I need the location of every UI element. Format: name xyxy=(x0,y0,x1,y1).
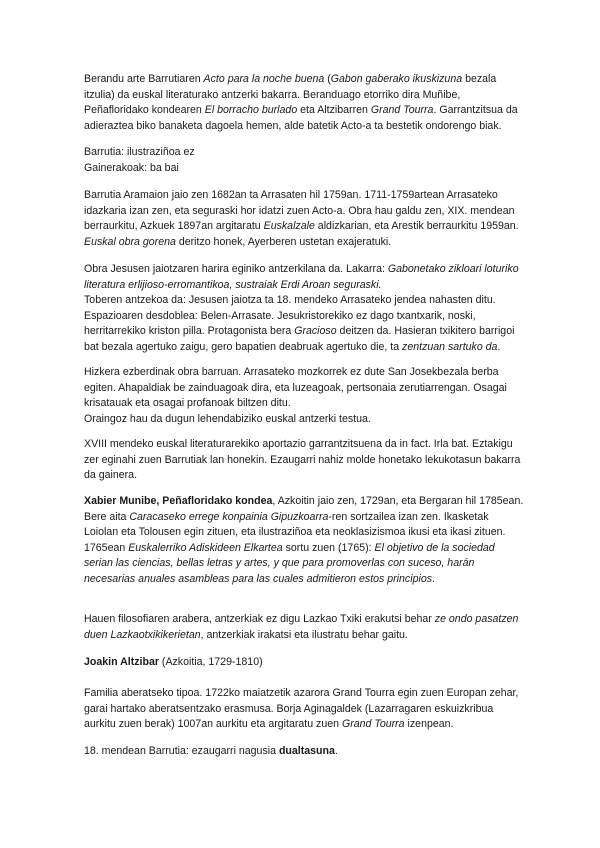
text: deitzen da. Hasieran txikitero barrigoi bat bezala agertuko zaigu, gero bapatien deabruak agertuko die, ta xyxy=(84,325,515,353)
term: Gracioso xyxy=(294,325,337,338)
text: Barrutia Aramaion jaio zen 1682an ta Arrasaten hil 1759an. 1711-1759artean Arrasateko idazkaria izan zen, eta seguraski hor idatzi zuen Acto-a. Obra hau galdu zen, XIX. mendean berraurkitu, Azkuek 1897an argitaratu xyxy=(84,189,515,233)
paragraph-altzibar-heading xyxy=(84,655,524,671)
text: ( xyxy=(324,73,331,85)
text: izenpean. xyxy=(404,718,454,731)
paragraph-philosophy xyxy=(84,612,524,643)
company-name: Caracaseko errege konpainia Gipuzkoarra xyxy=(129,510,329,523)
text: deritzo honek, Ayerberen ustetan exajeratuki. xyxy=(175,235,392,248)
work-title: El borracho burlado xyxy=(204,104,298,117)
text: Hauen filosofiaren arabera, antzerkiak ez digu Lazkao Txiki erakutsi behar xyxy=(84,613,435,625)
key-term: dualtasuna xyxy=(278,745,335,757)
text: Espazioaren desdoblea: Belen-Arrasate. Jesukristorekiko ez dago txantxarik, noski, herritarrekiko kriston pilla. Protagonista bera xyxy=(84,309,476,338)
text: Bere aita xyxy=(84,510,130,523)
text: . xyxy=(497,340,501,353)
text: sortu zuen (1765): xyxy=(282,541,375,554)
paragraph-plot xyxy=(84,262,524,356)
text: XVIII mendeko euskal literaturarekiko aportazio garrantzitsuena da in fact. Irla bat. Eztakigu zer eginahi zuen Barrutiak lan honekin. Ezaugarri nahiz molde honetako lekukotasun bakarra da gainera. xyxy=(84,438,521,482)
text: (Azkoitia, 1729-1810) xyxy=(158,656,263,668)
paragraph-munibe xyxy=(84,494,524,588)
paragraph-summary xyxy=(84,145,524,176)
society-name: Euskalerriko Adiskideen Elkartea xyxy=(128,541,283,554)
text: -ren sortzailea izan zen. Ikasketak Loiolan eta Tolousen egin zituen, eta ilustraziñoa eta neoklasizismoa ikusi eta ikasi zituen. 1765ean xyxy=(84,510,506,554)
text: . Garrantzitsua da adieraztea biko banaketa dagoela hemen, alde batetik Acto-a ta bestetik ondorengo biak. xyxy=(84,104,518,132)
quote: Gabonetako zikloari loturiko literatura erlijioso-erromantikoa, sustraiak Erdi Aroan seguraski. xyxy=(84,263,519,291)
summary-line: Gainerakoak: ba bai xyxy=(84,161,179,174)
text: eta Altzibarren xyxy=(297,104,371,117)
text: . xyxy=(432,572,435,585)
quote: ze ondo pasatzen duen Lazkaotxikikerietan xyxy=(84,613,519,641)
summary-line: Barrutia: ilustraziñoa ez xyxy=(84,146,195,158)
work-title-basque: Gabon gaberako ikuskizuna xyxy=(330,73,463,85)
text: Berandu arte Barrutiaren xyxy=(84,73,204,85)
text: bezala itzulia) da euskal literaturako antzerki bakarra. Beranduago etorriko dira Muñibe, Peñafloridako kondearen xyxy=(84,73,497,117)
paragraph-altzibar xyxy=(84,686,524,733)
text: Familia aberatseko tipoa. 1722ko maiatzetik azarora Grand Tourra egin zuen Europan zehar, garai hartako aberatsentzako erasmusa. Borja Aginagaldek (Lazarragaren eskuizkribua aurkitu zuen berak) 1007an aurkitu eta argitaratu zuen xyxy=(84,687,519,731)
work-epithet: Euskal obra gorena xyxy=(84,235,176,248)
work-title: Grand Tourra xyxy=(370,104,434,117)
text: 18. mendean Barrutia: ezaugarri nagusia xyxy=(84,745,279,757)
person-heading: Joakin Altzibar xyxy=(84,656,159,668)
work-title: Grand Tourra xyxy=(341,718,405,731)
paragraph-barrutia-bio xyxy=(84,188,524,250)
text: , antzerkiak irakatsi eta ilustratu behar gaitu. xyxy=(200,628,408,641)
text: , Azkoitin jaio zen, 1729an, eta Bergaran hil 1785ean. xyxy=(272,495,524,507)
text: . xyxy=(334,745,338,757)
paragraph-intro xyxy=(84,72,524,134)
text: aldizkarian, eta Arestik berraurkitu 1959an. xyxy=(314,220,519,233)
paragraph-contribution xyxy=(84,437,524,484)
paragraph-language xyxy=(84,365,524,427)
work-title: Acto para la noche buena xyxy=(203,73,325,85)
quote: El objetivo de la sociedad serian las ciencias, bellas letras y artes, y que para promoverlas con suceso, harán necesarias anuales asambleas para las cuales admitieron estos principios xyxy=(84,541,495,585)
text: Obra Jesusen jaiotzaren harira eginiko antzerkilana da. Lakarra: xyxy=(84,263,388,275)
paragraph-dualism xyxy=(84,744,524,760)
text: Hizkera ezberdinak obra barruan. Arrasateko mozkorrek ez dute San Josekbezala berba egiten. Ahapaldiak be zainduagoak dira, eta luzeagoak, pertsonaia zerutiarrengan. Osagai krisatauak eta osagai profanoak biltzen ditu. xyxy=(84,366,507,410)
journal-title: Euskalzale xyxy=(263,220,315,233)
text: Toberen antzekoa da: Jesusen jaiotza ta 18. mendeko Arrasateko jendea nahasten ditu. xyxy=(84,294,496,307)
person-heading: Xabier Munibe, Peñafloridako kondea xyxy=(84,495,273,507)
text: Oraingoz hau da dugun lehendabiziko euskal antzerki testua. xyxy=(84,412,371,425)
term: zentzuan sartuko da xyxy=(402,340,498,353)
